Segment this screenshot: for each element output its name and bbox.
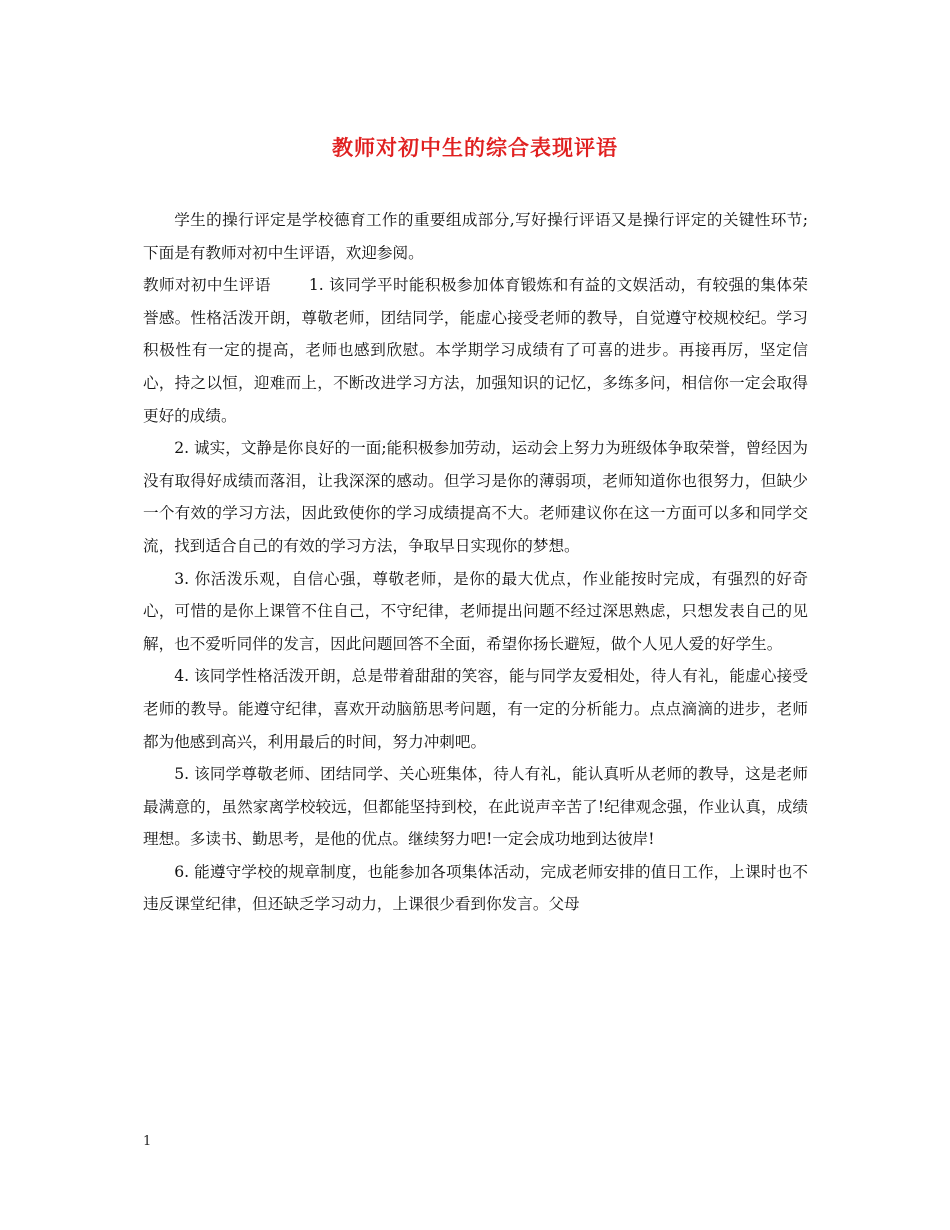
comment-paragraph-6: 6. 能遵守学校的规章制度，也能参加各项集体活动，完成老师安排的值日工作，上课时也不违反课堂纪律，但还缺乏学习动力，上课很少看到你发言。父母 [143,862,808,914]
comment-paragraph-1 [143,269,808,432]
comment-paragraph-3: 3. 你活泼乐观，自信心强，尊敬老师，是你的最大优点，作业能按时完成，有强烈的好奇心，可惜的是你上课管不住自己，不守纪律，老师提出问题不经过深思熟虑，只想发表自己的见解，也不爱听同伴的发言，因此问题回答不全面，希望你扬长避短，做个人见人爱的好学生。 [143,569,808,653]
section-label: 教师对初中生评语 [143,276,271,295]
document-body [143,204,808,921]
comment-paragraph-5: 5. 该同学尊敬老师、团结同学、关心班集体，待人有礼，能认真听从老师的教导，这是老师最满意的，虽然家离学校较远，但都能坚持到校，在此说声辛苦了!纪律观念强，作业认真，成绩理想。多读书、勤思考，是他的优点。继续努力吧!一定会成功地到达彼岸! [143,765,808,849]
page-number: 1 [143,1134,152,1149]
comment-paragraph-4: 4. 该同学性格活泼开朗，总是带着甜甜的笑容，能与同学友爱相处，待人有礼，能虚心接受老师的教导。能遵守纪律，喜欢开动脑筋思考问题，有一定的分析能力。点点滴滴的进步，老师都为他感到高兴，利用最后的时间，努力冲刺吧。 [143,667,808,751]
intro-paragraph: 学生的操行评定是学校德育工作的重要组成部分,写好操行评语又是操行评定的关键性环节;下面是有教师对初中生评语，欢迎参阅。 [143,211,808,262]
document-title: 教师对初中生的综合表现评语 [332,135,618,160]
comment-1-text: 1. 该同学平时能积极参加体育锻炼和有益的文娱活动，有较强的集体荣誉感。性格活泼开朗，尊敬老师，团结同学，能虚心接受老师的教导，自觉遵守校规校纪。学习积极性有一定的提高，老师也感到欣慰。本学期学习成绩有了可喜的进步。再接再厉，坚定信心，持之以恒，迎难而上，不断改进学习方法，加强知识的记忆，多练多问，相信你一定会取得更好的成绩。 [143,276,808,425]
comment-paragraph-2: 2. 诚实，文静是你良好的一面;能积极参加劳动，运动会上努力为班级体争取荣誉，曾经因为没有取得好成绩而落泪，让我深深的感动。但学习是你的薄弱项，老师知道你也很努力，但缺少一个有效的学习方法，因此致使你的学习成绩提高不大。老师建议你在这一方面可以多和同学交流，找到适合自己的有效的学习方法，争取早日实现你的梦想。 [143,439,808,555]
